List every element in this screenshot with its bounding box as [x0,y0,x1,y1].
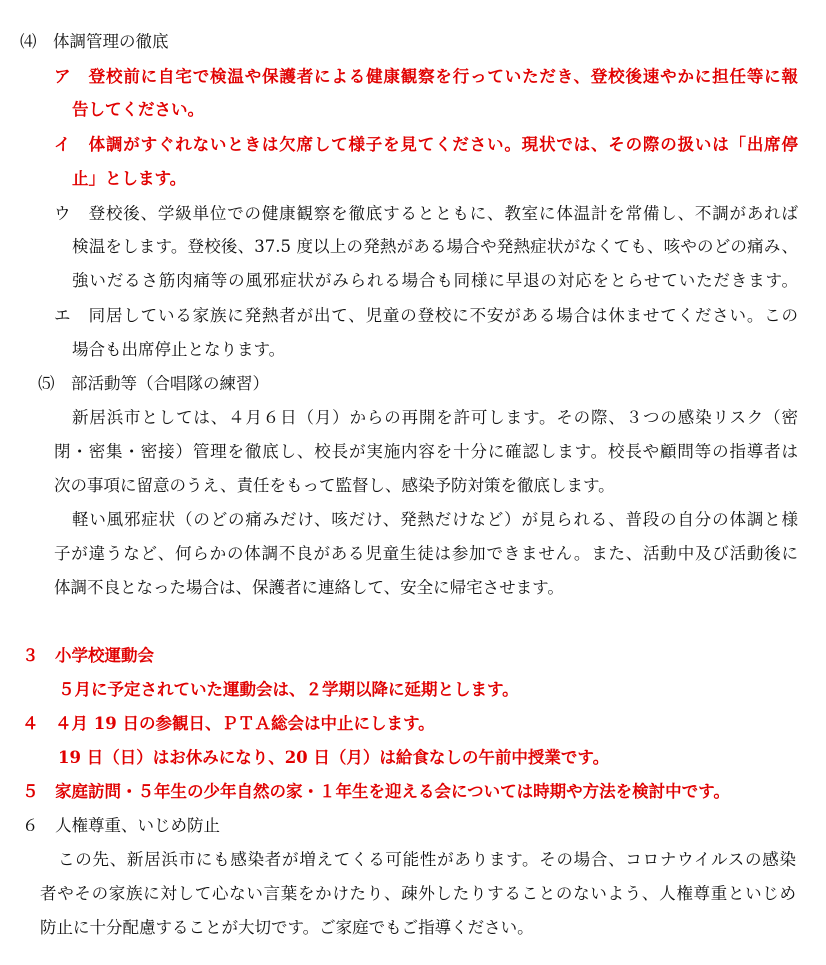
item-6-body-line-2: 者やその家族に対して心ない言葉をかけたり、疎外したりすることのないよう、人権尊重といじめ [40,884,796,903]
section-5-para-1-line-1: 新居浜市としては、４月６日（月）からの再開を許可します。その際、３つの感染リスク（密 [72,408,798,427]
item-4-body: 19 日（日）はお休みになり、20 日（月）は給食なしの午前中授業です。 [58,748,610,767]
section-4-heading: ⑷ 体調管理の徹底 [20,32,169,51]
section-5-para-1-line-2: 閉・密集・密接）管理を徹底し、校長が実施内容を十分に確認します。校長や顧問等の指導者は [54,442,798,461]
item-3-heading: ３ 小学校運動会 [22,646,154,665]
section-5-para-2-line-2: 子が違うなど、何らかの体調不良がある児童生徒は参加できません。また、活動中及び活動後に [54,544,798,563]
item-i-line-1: イ 体調がすぐれないときは欠席して様子を見てください。現状では、その際の扱いは「出席停 [54,135,798,154]
item-u-line-3: 強いだるさ筋肉痛等の風邪症状がみられる場合も同様に早退の対応をとらせていただきます。 [72,271,798,290]
item-4-heading: ４ ４月 19 日の参観日、ＰＴＡ総会は中止にします。 [22,714,435,733]
item-3-body: ５月に予定されていた運動会は、２学期以降に延期とします。 [58,680,519,699]
item-u-line-1: ウ 登校後、学級単位での健康観察を徹底するとともに、教室に体温計を常備し、不調があれば [54,204,798,223]
item-a-line-2: 告してください。 [72,100,204,119]
item-6-body-line-3: 防止に十分配慮することが大切です。ご家庭でもご指導ください。 [40,918,534,937]
item-e-line-2: 場合も出席停止となります。 [72,340,286,359]
item-5-heading: ５ 家庭訪問・５年生の少年自然の家・１年生を迎える会については時期や方法を検討中です。 [22,782,730,801]
item-i-line-2: 止」とします。 [72,169,187,188]
section-5-para-2-line-3: 体調不良となった場合は、保護者に連絡して、安全に帰宅させます。 [54,578,564,597]
item-a-line-1: ア 登校前に自宅で検温や保護者による健康観察を行っていただき、登校後速やかに担任等に報 [54,67,798,86]
section-5-heading: ⑸ 部活動等（合唱隊の練習） [38,374,269,393]
section-5-para-2-line-1: 軽い風邪症状（のどの痛みだけ、咳だけ、発熱だけなど）が見られる、普段の自分の体調と様 [72,510,798,529]
item-u-line-2: 検温をします。登校後、37.5 度以上の発熱がある場合や発熱症状がなくても、咳やのどの痛み、 [72,237,798,256]
item-e-line-1: エ 同居している家族に発熱者が出て、児童の登校に不安がある場合は休ませてください。この [54,306,798,325]
item-6-heading: ６ 人権尊重、いじめ防止 [22,816,220,835]
section-5-para-1-line-3: 次の事項に留意のうえ、責任をもって監督し、感染予防対策を徹底します。 [54,476,615,495]
item-6-body-line-1: この先、新居浜市にも感染者が増えてくる可能性があります。その場合、コロナウイルスの感染 [58,850,796,869]
